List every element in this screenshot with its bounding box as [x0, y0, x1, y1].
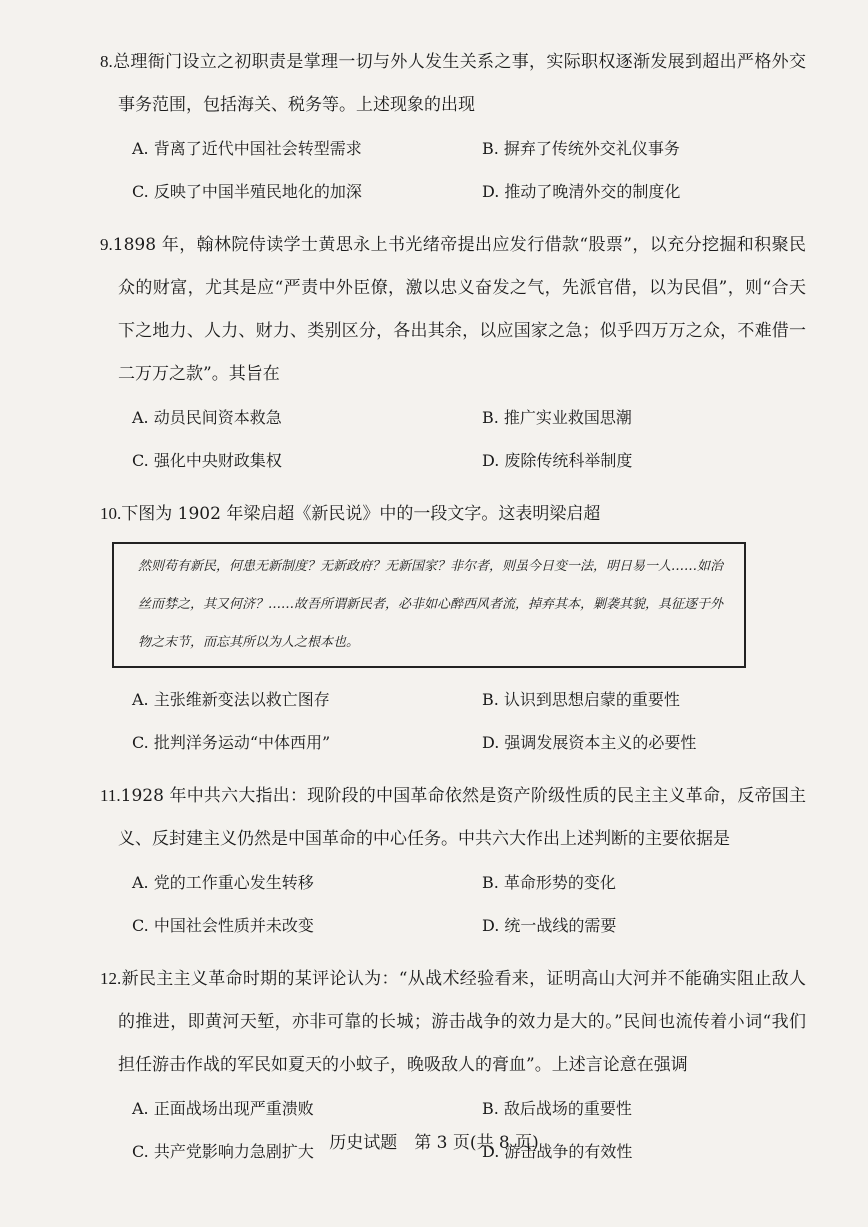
option-d: D. 废除传统科举制度 [482, 451, 633, 470]
option-d: D. 游击战争的有效性 [482, 1142, 633, 1161]
options [132, 127, 806, 213]
option-d: D. 统一战线的需要 [482, 916, 617, 935]
question-stem: 1928 年中共六大指出：现阶段的中国革命依然是资产阶级性质的民主主义革命，反帝国主义、反封建主义仍然是中国革命的中心任务。中共六大作出上述判断的主要依据是 [118, 786, 806, 849]
question-number: 8. [100, 52, 113, 71]
option-d: D. 强调发展资本主义的必要性 [482, 733, 697, 752]
option-c: C. 中国社会性质并未改变 [132, 916, 314, 935]
option-c: C. 强化中央财政集权 [132, 451, 282, 470]
question-number: 10. [100, 504, 122, 523]
quote-box [112, 542, 746, 668]
option-b: B. 认识到思想启蒙的重要性 [482, 690, 680, 709]
option-c: C. 批判洋务运动“中体西用” [132, 733, 331, 752]
option-b: B. 摒弃了传统外交礼仪事务 [482, 139, 680, 158]
page-footer: 历史试题 第 3 页(共 8 页) [329, 1133, 539, 1153]
question-stem: 1898 年，翰林院侍读学士黄思永上书光绪帝提出应发行借款“股票”，以充分挖掘和积聚民众的财富，尤其是应“严责中外臣僚，激以忠义奋发之气，先派官借，以为民倡”，则“合天下之地力、人力、财力、类别区分，各出其余，以应国家之急；似乎四万万之众，不难借一二万万之款”。其旨在 [112, 235, 806, 384]
quote-text: 然则苟有新民，何患无新制度？无新政府？无新国家？非尔者，则虽今日变一法，明日易一人……如治丝而棼之，其又何济？……故吾所谓新民者，必非如心醉西风者流，掉弃其本，剿袭其貌，具征逐于外物之末节，而忘其所以为人之根本也。 [138, 559, 724, 650]
question-10 [100, 492, 806, 764]
option-c: C. 共产党影响力急剧扩大 [132, 1142, 314, 1161]
option-a: A. 背离了近代中国社会转型需求 [132, 139, 362, 158]
question-8 [100, 40, 806, 213]
options [132, 678, 806, 764]
option-a: A. 主张维新变法以救亡图存 [132, 690, 330, 709]
option-d: D. 推动了晚清外交的制度化 [482, 182, 681, 201]
question-11 [100, 774, 806, 947]
option-a: A. 党的工作重心发生转移 [132, 873, 314, 892]
question-9 [100, 223, 806, 482]
option-a: A. 正面战场出现严重溃败 [132, 1099, 314, 1118]
options [132, 861, 806, 947]
question-stem: 总理衙门设立之初职责是掌理一切与外人发生关系之事，实际职权逐渐发展到超出严格外交事务范围，包括海关、税务等。上述现象的出现 [112, 52, 806, 115]
options [132, 396, 806, 482]
question-number: 12. [100, 969, 122, 988]
option-c: C. 反映了中国半殖民地化的加深 [132, 182, 362, 201]
option-b: B. 革命形势的变化 [482, 873, 616, 892]
question-number: 11. [100, 786, 121, 805]
question-number: 9. [100, 235, 113, 254]
question-stem: 新民主主义革命时期的某评论认为：“从战术经验看来，证明高山大河并不能确实阻止敌人的推进，即黄河天堑，亦非可靠的长城；游击战争的效力是大的。”民间也流传着小词“我们担任游击作战的军民如夏天的小蚊子，晚吸敌人的膏血”。上述言论意在强调 [118, 969, 806, 1075]
question-stem: 下图为 1902 年梁启超《新民说》中的一段文字。这表明梁启超 [121, 504, 601, 524]
option-b: B. 敌后战场的重要性 [482, 1099, 632, 1118]
option-b: B. 推广实业救国思潮 [482, 408, 632, 427]
option-a: A. 动员民间资本救急 [132, 408, 282, 427]
